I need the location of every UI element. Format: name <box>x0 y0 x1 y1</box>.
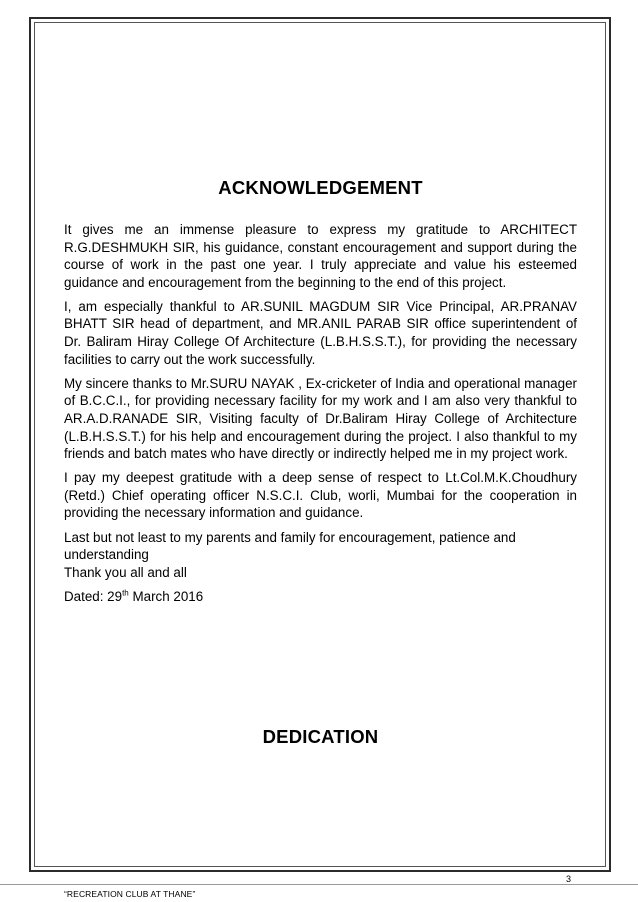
footer-title: “RECREATION CLUB AT THANE” <box>64 889 196 899</box>
paragraph-5: Last but not least to my parents and family for encouragement, patience and understanding <box>64 529 516 563</box>
paragraph-2: I, am especially thankful to AR.SUNIL MAGDUM SIR Vice Principal, AR.PRANAV BHATT SIR head of department, and MR.ANIL PARAB SIR office superintendent of Dr. Baliram Hiray College Of Architecture (L.B.H.S.S.T.), for providing the necessary facilities to carry out the work successfully. <box>64 298 577 367</box>
paragraph-1: It gives me an immense pleasure to express my gratitude to ARCHITECT R.G.DESHMUKH SIR, his guidance, constant encouragement and support during the course of work in the past one year. I truly appreciate and value his esteemed guidance and encouragement from the beginning to the end of this project. <box>64 222 577 290</box>
dated-prefix: Dated: 29 <box>64 588 123 604</box>
footer-divider <box>0 884 638 885</box>
dated-ordinal: th <box>122 588 129 598</box>
acknowledgement-heading: ACKNOWLEDGEMENT <box>218 177 423 198</box>
dated-suffix: March 2016 <box>128 588 204 604</box>
page-number: 3 <box>566 874 572 884</box>
paragraph-3: My sincere thanks to Mr.SURU NAYAK , Ex-cricketer of India and operational manager of B.C.C.I., for providing necessary facility for my work and I am also very thankful to AR.A.D.RANADE SIR, Visiting faculty of Dr.Baliram Hiray College of Architecture (L.B.H.S.S.T.) for his help and encouragement during the project. I also thankful to my friends and batch mates who have directly or indirectly helped me in my project work. <box>64 375 577 462</box>
thanks-line: Thank you all and all <box>64 564 187 580</box>
paragraph-4: I pay my deepest gratitude with a deep sense of respect to Lt.Col.M.K.Choudhury (Retd.) Chief operating officer N.S.C.I. Club, worli, Mumbai for the cooperation in providing the necessary information and guidance. <box>64 470 577 521</box>
dedication-heading: DEDICATION <box>262 726 379 747</box>
dated-line <box>64 588 577 606</box>
acknowledgement-body <box>64 221 577 612</box>
